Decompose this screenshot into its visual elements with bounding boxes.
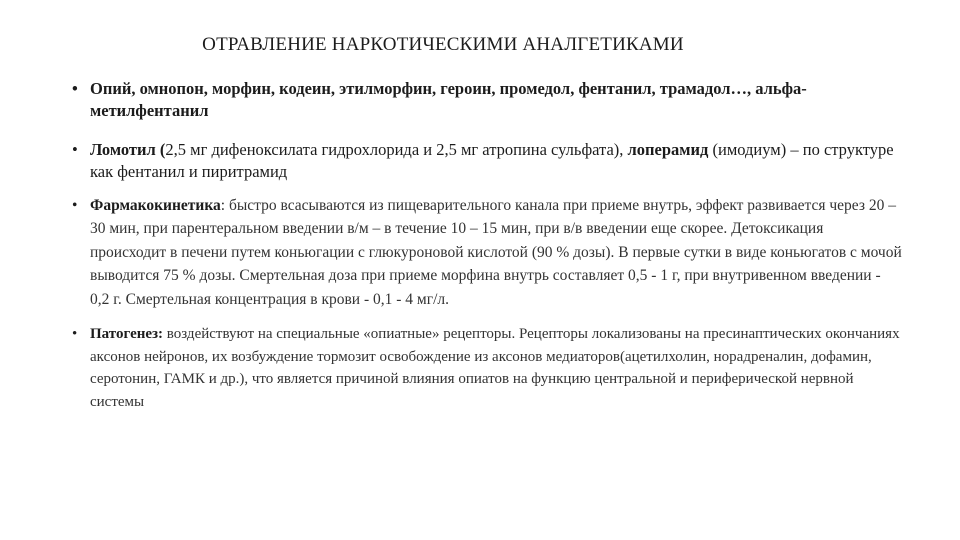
bullet-pharmacokinetics (72, 194, 902, 311)
bullet-text: : быстро всасываются из пищеварительного канала при приеме внутрь, эффект развивается через 20 – 30 мин, при парентеральном введении в/м – в течение 10 – 15 мин, при в/в введении еще скорее. Детоксикация происходит в печени путем коньюгации с глюкуроновой кислотой (90 % дозы). В первые сутки в виде коньюгатов с мочой выводится 75 % дозы. Смертельная доза при приеме морфина внутрь составляет 0,5 - 1 г, при внутривенном введении - 0,2 г. Смертельная концентрация в крови - 0,1 - 4 мг/л. (90, 197, 902, 308)
bullet-text: Опий, омнопон, морфин, кодеин, этилморфин, героин, промедол, фентанил, трамадол…, альфа-метилфентанил (90, 79, 807, 120)
bullet-icon: • (72, 79, 78, 98)
bullet-term: Ломотил ( (90, 140, 166, 159)
bullet-lomotil (72, 139, 902, 183)
bullet-pathogenesis (72, 323, 902, 414)
bullet-icon: • (72, 326, 78, 343)
bullet-icon: • (72, 197, 78, 214)
slide-title: ОТРАВЛЕНИЕ НАРКОТИЧЕСКИМИ АНАЛГЕТИКАМИ (202, 34, 684, 55)
bullet-opioids-list (72, 78, 902, 122)
bullet-text: (имодиум) – по структуре как фентанил и пиритрамид (90, 140, 894, 181)
bullet-text: 2,5 мг дифеноксилата гидрохлорида и 2,5 мг атропина сульфата), (165, 140, 628, 159)
bullet-list (72, 78, 902, 414)
bullet-term: Фармакокинетика (90, 197, 221, 214)
bullet-text: воздействуют на специальные «опиатные» рецепторы. Рецепторы локализованы на пресинаптических окончаниях аксонов нейронов, их возбуждение тормозит освобождение из аксонов медиаторов(ацетилхолин, норадреналин, дофамин, серотонин, ГАМК и др.), что является причиной влияния опиатов на функцию центральной и периферической нервной системы (90, 326, 900, 411)
bullet-icon: • (72, 140, 78, 159)
bullet-term: лоперамид (627, 140, 709, 159)
bullet-term: Патогенез: (90, 326, 164, 343)
